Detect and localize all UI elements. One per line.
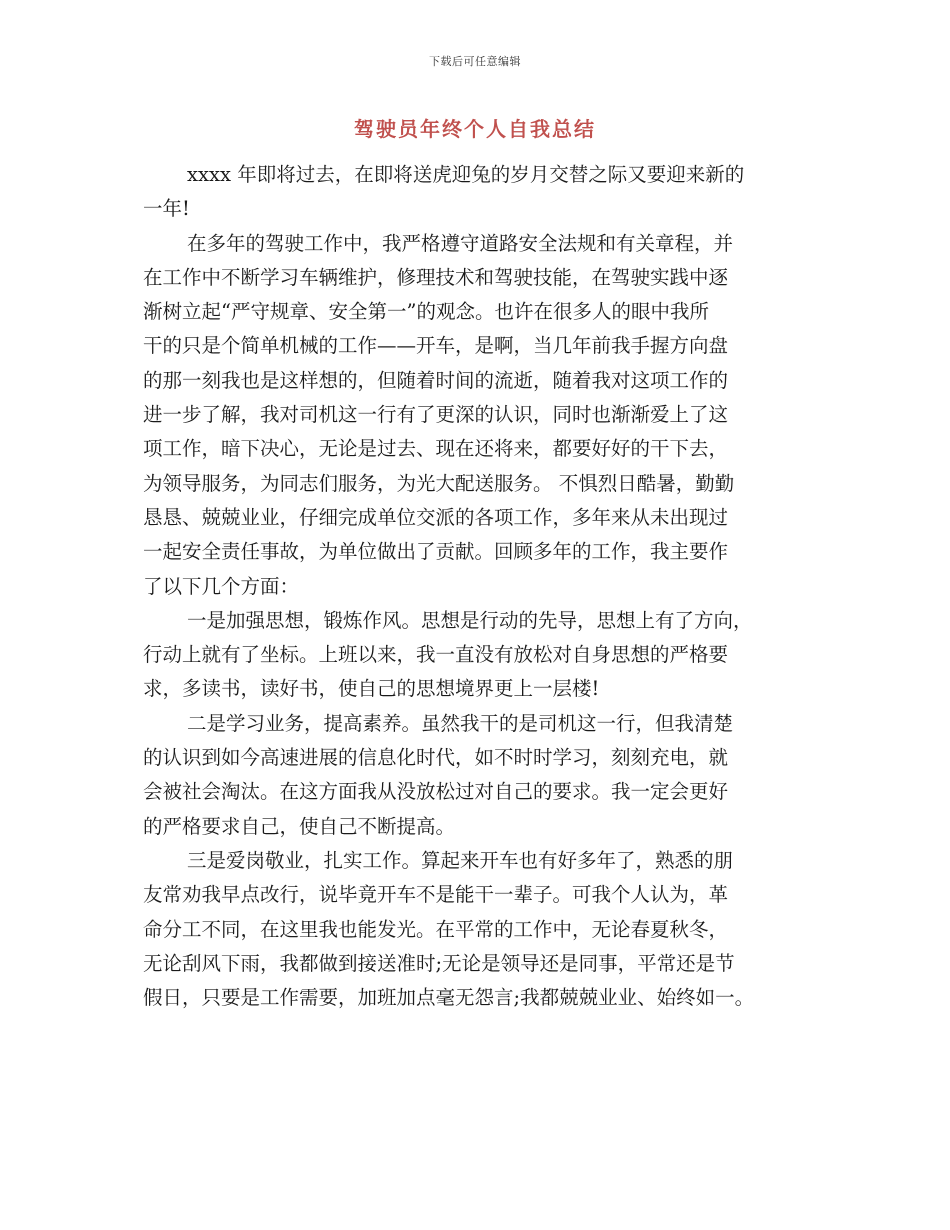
text-line: 一起安全责任事故，为单位做出了贡献。回顾多年的工作，我主要作	[143, 540, 729, 564]
text-line: 无论刮风下雨，我都做到接送准时;无论是领导还是同事，平常还是节	[143, 951, 735, 975]
text-line: 的那一刻我也是这样想的，但随着时间的流逝，随着我对这项工作的	[143, 368, 729, 392]
document-body	[143, 158, 833, 1015]
text-line: 为领导服务，为同志们服务，为光大配送服务。 不惧烈日酷暑，勤勤	[143, 471, 735, 495]
text-line: 了以下几个方面：	[143, 574, 300, 598]
text-line: 项工作，暗下决心，无论是过去、现在还将来，都要好好的干下去，	[143, 437, 729, 461]
document-title: 驾驶员年终个人自我总结	[354, 117, 596, 141]
text-line: 的认识到如今高速进展的信息化时代，如不时时学习，刻刻充电，就	[143, 746, 729, 770]
text-line: 会被社会淘汰。在这方面我从没放松过对自己的要求。我一定会更好	[143, 780, 729, 804]
text-line: xxxx 年即将过去，在即将送虎迎兔的岁月交替之际又要迎来新的	[187, 163, 745, 186]
text-line: 恳恳、兢兢业业，仔细完成单位交派的各项工作，多年来从未出现过	[143, 505, 729, 529]
text-line: 二是学习业务，提高素养。虽然我干的是司机这一行，但我清楚	[187, 711, 734, 735]
text-line: 三是爱岗敬业，扎实工作。算起来开车也有好多年了，熟悉的朋	[187, 848, 734, 872]
text-line: 行动上就有了坐标。上班以来，我一直没有放松对自身思想的严格要	[143, 643, 729, 667]
text-line: 命分工不同，在这里我也能发光。在平常的工作中，无论春夏秋冬，	[143, 917, 729, 941]
text-line: 渐树立起“严守规章、安全第一”的观念。也许在很多人的眼中我所	[143, 300, 709, 324]
text-line: 求，多读书，读好书，使自己的思想境界更上一层楼!	[143, 677, 600, 701]
header-note: 下载后可任意编辑	[429, 55, 521, 68]
text-line: 在多年的驾驶工作中，我严格遵守道路安全法规和有关章程，并	[187, 231, 734, 255]
text-line: 干的只是个简单机械的工作——开车，是啊，当几年前我手握方向盘	[143, 334, 729, 358]
text-line: 一年!	[143, 197, 190, 221]
text-line: 假日，只要是工作需要，加班加点毫无怨言;我都兢兢业业、始终如一。	[143, 986, 755, 1010]
text-line: 的严格要求自己，使自己不断提高。	[143, 814, 456, 838]
text-line: 进一步了解，我对司机这一行有了更深的认识，同时也渐渐爱上了这	[143, 403, 729, 427]
text-line: 在工作中不断学习车辆维护，修理技术和驾驶技能，在驾驶实践中逐	[143, 265, 729, 289]
text-line: 友常劝我早点改行，说毕竟开车不是能干一辈子。可我个人认为，革	[143, 883, 729, 907]
text-line: 一是加强思想，锻炼作风。思想是行动的先导，思想上有了方向，	[187, 608, 753, 632]
